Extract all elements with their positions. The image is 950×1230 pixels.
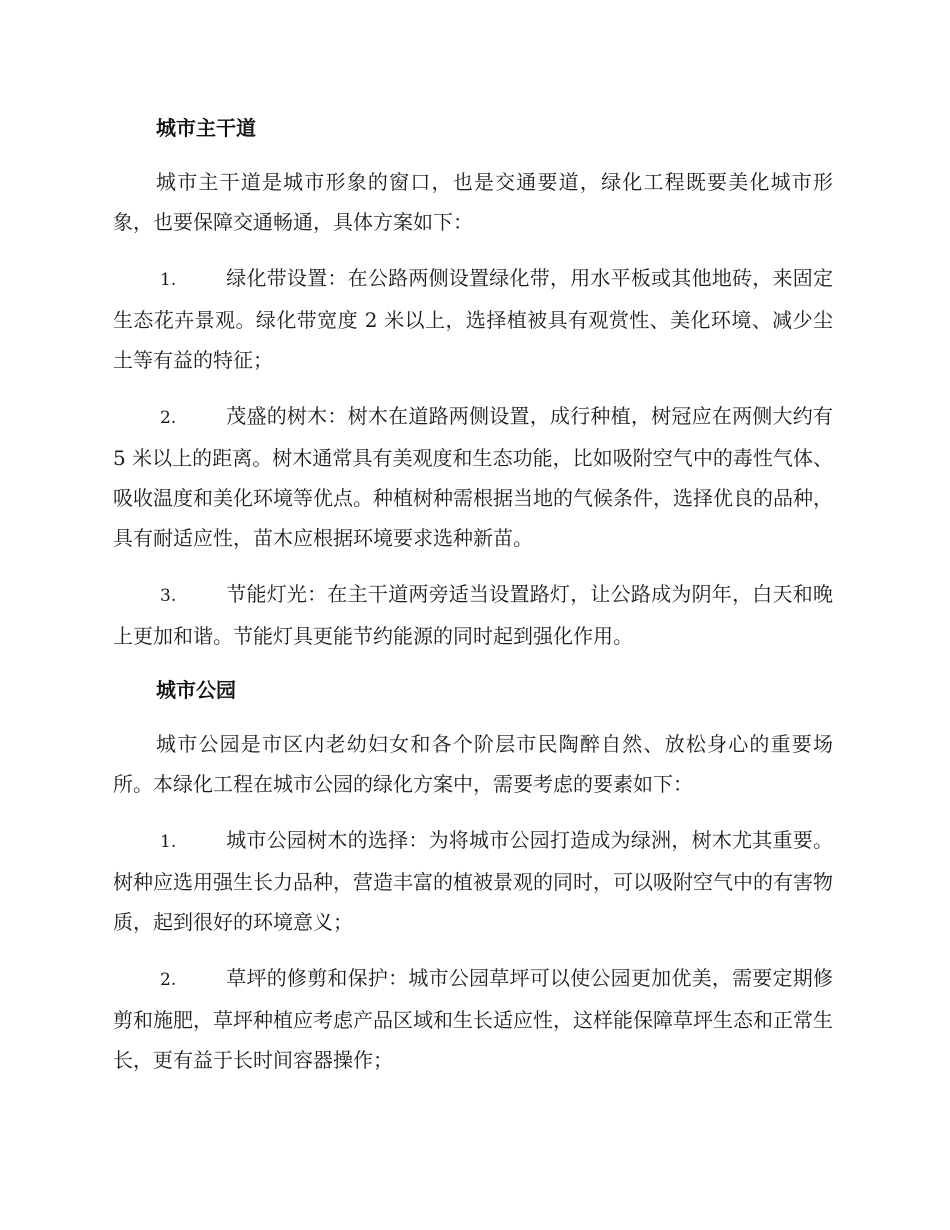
list-item-number: 2. <box>160 408 177 428</box>
section-city-park <box>113 672 833 1080</box>
section-intro: 城市公园是市区内老幼妇女和各个阶层市民陶醉自然、放松身心的重要场所。本绿化工程在城市公园的绿化方案中，需要考虑的要素如下： <box>113 732 833 796</box>
section-heading: 城市公园 <box>156 678 236 702</box>
section-main-road <box>113 110 833 656</box>
list-item-text: 城市公园树木的选择：为将城市公园打造成为绿洲，树木尤其重要。树种应选用强生长力品种，营造丰富的植被景观的同时，可以吸附空气中的有害物质，起到很好的环境意义； <box>113 828 833 934</box>
list-item <box>113 258 833 380</box>
list-item <box>113 574 833 656</box>
list-item-text: 茂盛的树木：树木在道路两侧设置，成行种植，树冠应在两侧大约有 5 米以上的距离。树木通常具有美观度和生态功能，比如吸附空气中的毒性气体、吸收温度和美化环境等优点。种植树种需根据当地的气候条件，选择优良的品种，具有耐适应性，苗木应根据环境要求选种新苗。 <box>113 404 833 550</box>
list-item-number: 1. <box>160 270 177 290</box>
list-item-number: 1. <box>160 832 177 852</box>
list-item <box>113 820 833 942</box>
list-item-text: 节能灯光：在主干道两旁适当设置路灯，让公路成为阴年，白天和晚上更加和谐。节能灯具更能节约能源的同时起到强化作用。 <box>113 582 833 648</box>
section-intro: 城市主干道是城市形象的窗口，也是交通要道，绿化工程既要美化城市形象，也要保障交通畅通，具体方案如下： <box>113 170 833 234</box>
list-item <box>113 396 833 558</box>
list-item-text: 绿化带设置：在公路两侧设置绿化带，用水平板或其他地砖，来固定生态花卉景观。绿化带宽度 2 米以上，选择植被具有观赏性、美化环境、减少尘土等有益的特征； <box>113 266 833 372</box>
section-heading: 城市主干道 <box>156 116 256 140</box>
list-item <box>113 958 833 1080</box>
list-item-number: 2. <box>160 970 177 990</box>
list-item-text: 草坪的修剪和保护：城市公园草坪可以使公园更加优美，需要定期修剪和施肥，草坪种植应考虑产品区域和生长适应性，这样能保障草坪生态和正常生长，更有益于长时间容器操作； <box>113 966 833 1072</box>
list-item-number: 3. <box>160 586 177 606</box>
document-page <box>113 110 833 1096</box>
